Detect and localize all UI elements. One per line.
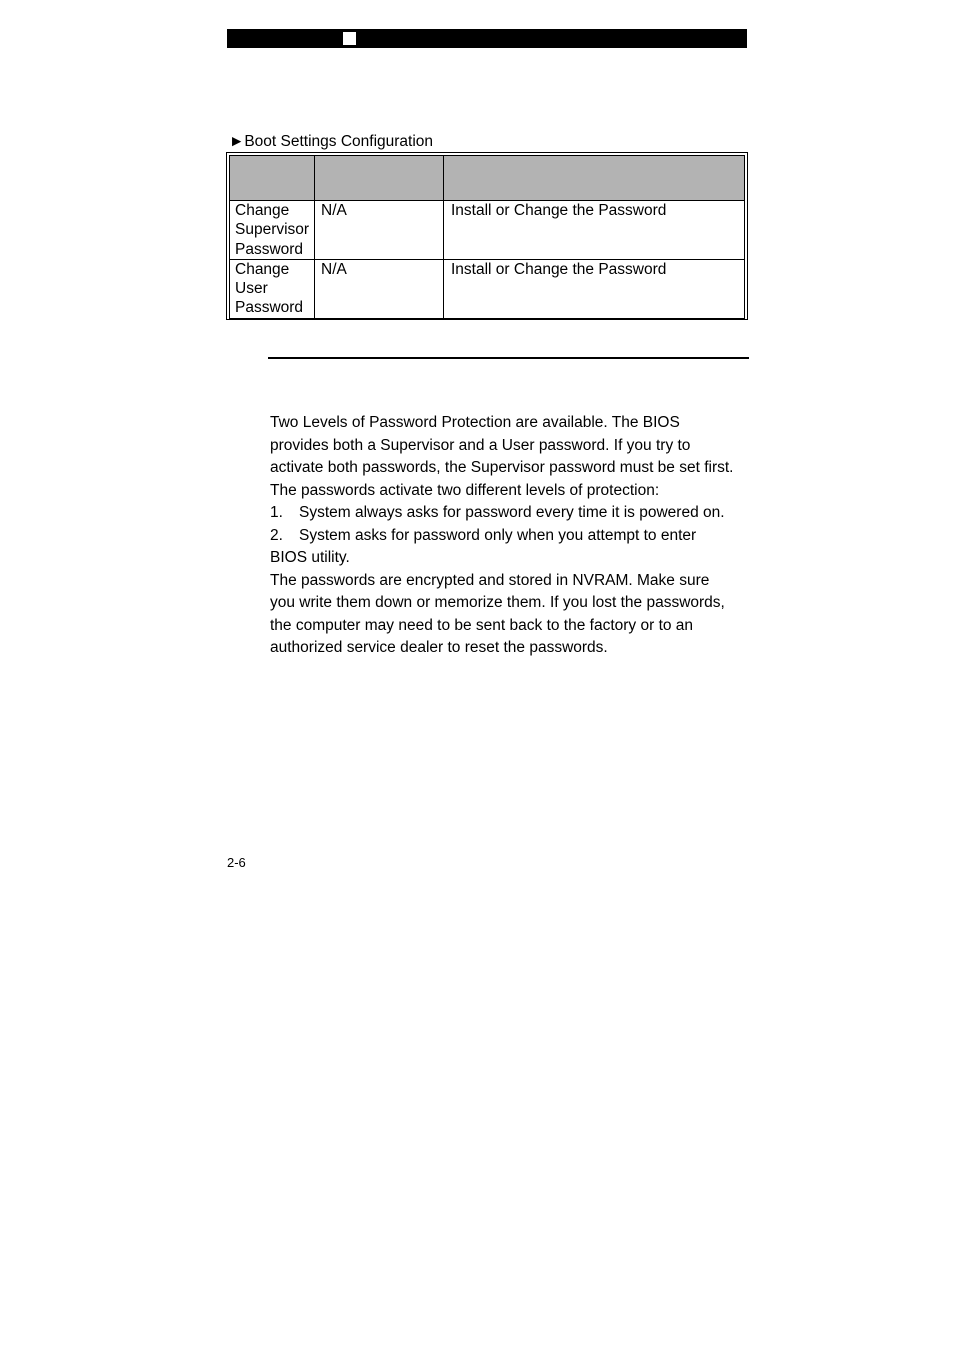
paragraph-line: the computer may need to be sent back to the factory or to an xyxy=(270,616,694,634)
setting-name-line: Change xyxy=(235,260,290,278)
paragraph-line: The passwords are encrypted and stored in NVRAM. Make sure xyxy=(270,571,710,589)
section-title: Boot Settings Configuration xyxy=(244,133,434,150)
setting-description-cell: Install or Change the Password xyxy=(444,259,745,318)
list-item-number: 1. xyxy=(270,504,283,521)
body-text xyxy=(270,412,760,660)
setting-name-cell xyxy=(230,259,315,318)
paragraph-line: activate both passwords, the Supervisor password must be set first. xyxy=(270,459,734,476)
header-marker-square xyxy=(343,32,356,45)
paragraph-line: provides both a Supervisor and a User password. If you try to xyxy=(270,436,691,454)
settings-table xyxy=(229,155,745,319)
setting-name-line: Change xyxy=(235,202,290,219)
list-item xyxy=(270,502,760,525)
setting-description-cell: Install or Change the Password xyxy=(444,201,745,260)
table-header-cell xyxy=(444,156,745,201)
setting-name-line: Password xyxy=(235,240,304,258)
setting-name-line: Supervisor xyxy=(235,221,310,239)
list-item-text: System asks for password only when you attempt to enter xyxy=(299,526,697,544)
setting-default-cell: N/A xyxy=(315,259,444,318)
triangle-arrow-icon: ► xyxy=(229,133,245,150)
page-number: 2-6 xyxy=(227,855,246,870)
table-header-row xyxy=(230,156,745,201)
paragraph-line: authorized service dealer to reset the passwords. xyxy=(270,639,608,656)
section-heading xyxy=(229,132,433,151)
list-item-text: System always asks for password every time it is powered on. xyxy=(299,504,725,521)
horizontal-rule xyxy=(268,357,749,359)
paragraph-line: The passwords activate two different levels of protection: xyxy=(270,481,660,499)
list-item-continuation: BIOS utility. xyxy=(270,549,350,566)
paragraph-line: you write them down or memorize them. If you lost the passwords, xyxy=(270,594,725,611)
list-item xyxy=(270,525,760,548)
paragraph-line: Two Levels of Password Protection are available. The BIOS xyxy=(270,414,680,431)
settings-table-frame xyxy=(226,152,748,320)
table-row xyxy=(230,259,745,318)
setting-name-line: Password xyxy=(235,299,304,317)
header-bar xyxy=(227,29,747,48)
setting-default-cell: N/A xyxy=(315,201,444,260)
setting-name-cell xyxy=(230,201,315,260)
table-row xyxy=(230,201,745,260)
table-header-cell xyxy=(315,156,444,201)
table-header-cell xyxy=(230,156,315,201)
setting-name-line: User xyxy=(235,280,268,298)
list-item-number: 2. xyxy=(270,526,283,544)
